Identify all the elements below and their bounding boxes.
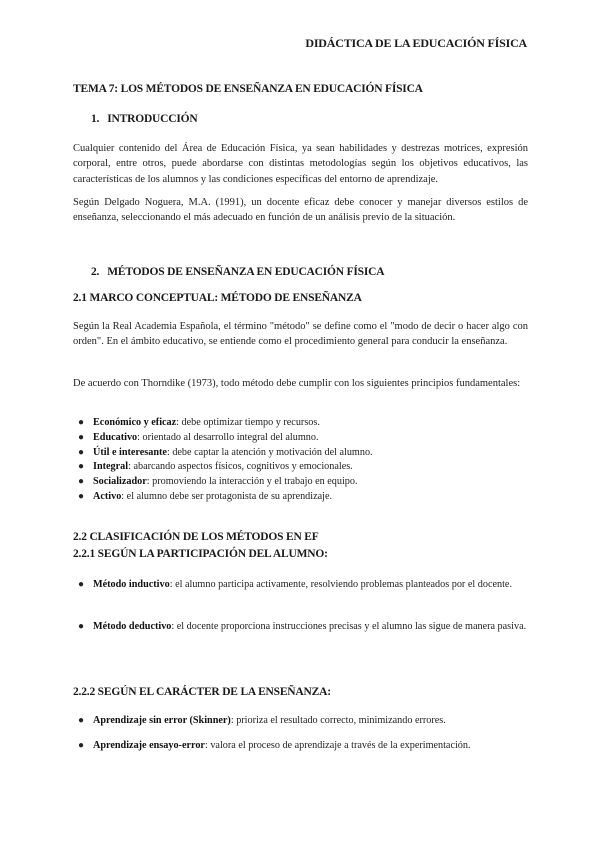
section-1-title: 1. INTRODUCCIÓN (91, 113, 198, 125)
subsection-2-2-1-title: 2.2.1 SEGÚN LA PARTICIPACIÓN DEL ALUMNO: (73, 548, 328, 560)
bullet-icon: ● (78, 740, 85, 751)
bullet-icon: ● (78, 461, 85, 473)
bullet-icon: ● (78, 431, 85, 443)
method-definition-paragraph: Según la Real Academia Española, el término "método" se define como el "modo de decir o hacer algo con orden". En el ámbito educativo, se entiende como el procedimiento general para conducir la enseñanza. (73, 321, 528, 348)
list-item: ● Útil e interesante: debe captar la atención y motivación del alumno. (93, 446, 528, 461)
participation-list (78, 577, 528, 592)
character-list (78, 713, 528, 728)
subsection-2-2-title: 2.2 CLASIFICACIÓN DE LOS MÉTODOS EN EF (73, 531, 319, 543)
bullet-icon: ● (78, 490, 85, 502)
list-item: ● Económico y eficaz: debe optimizar tiempo y recursos. (93, 416, 528, 431)
tema-title: TEMA 7: LOS MÉTODOS DE ENSEÑANZA EN EDUCACIÓN FÍSICA (73, 83, 423, 95)
subsection-2-1-title: 2.1 MARCO CONCEPTUAL: MÉTODO DE ENSEÑANZA (73, 292, 362, 304)
subsection-2-2-2-title: 2.2.2 SEGÚN EL CARÁCTER DE LA ENSEÑANZA: (73, 686, 331, 698)
list-item: ● Integral: abarcando aspectos físicos, cognitivos y emocionales. (93, 460, 528, 475)
bullet-icon: ● (78, 417, 85, 428)
bullet-icon: ● (78, 621, 85, 632)
intro-paragraph-2: Según Delgado Noguera, M.A. (1991), un docente eficaz debe conocer y manejar diversos estilos de enseñanza, seleccionando el más adecuado en función de un análisis previo de la situación. (73, 197, 528, 224)
list-item: ● Educativo: orientado al desarrollo integral del alumno. (93, 431, 528, 446)
principles-list (78, 416, 528, 505)
bullet-icon: ● (78, 446, 85, 458)
section-2-title: 2. MÉTODOS DE ENSEÑANZA EN EDUCACIÓN FÍSICA (91, 266, 385, 278)
bullet-icon: ● (78, 579, 85, 590)
list-item: ● Socializador: promoviendo la interacción y el trabajo en equipo. (93, 475, 528, 490)
thorndike-paragraph: De acuerdo con Thorndike (1973), todo método debe cumplir con los siguientes principios fundamentales: (73, 378, 521, 389)
list-item: ● Aprendizaje sin error (Skinner): prioriza el resultado correcto, minimizando errores. (93, 713, 528, 728)
list-item: ● Aprendizaje ensayo-error: valora el proceso de aprendizaje a través de la experimentación. (93, 738, 528, 753)
character-list-2 (78, 738, 528, 753)
intro-paragraph-1: Cualquier contenido del Área de Educación Física, ya sean habilidades y destrezas motrices, expresión corporal, entre otros, puede abordarse con distintas metodologías según los objetivos educativos, las características de los alumnos y las condiciones específicas del entorno de aprendizaje. (73, 143, 528, 185)
list-item: ● Método deductivo: el docente proporciona instrucciones precisas y el alumno las sigue de manera pasiva. (93, 619, 528, 634)
list-item: ● Método inductivo: el alumno participa activamente, resolviendo problemas planteados por el docente. (93, 577, 528, 592)
page-header: DIDÁCTICA DE LA EDUCACIÓN FÍSICA (305, 36, 527, 50)
list-item: ● Activo: el alumno debe ser protagonista de su aprendizaje. (93, 490, 528, 505)
bullet-icon: ● (78, 476, 85, 488)
bullet-icon: ● (78, 715, 85, 726)
participation-list-2 (78, 619, 528, 634)
